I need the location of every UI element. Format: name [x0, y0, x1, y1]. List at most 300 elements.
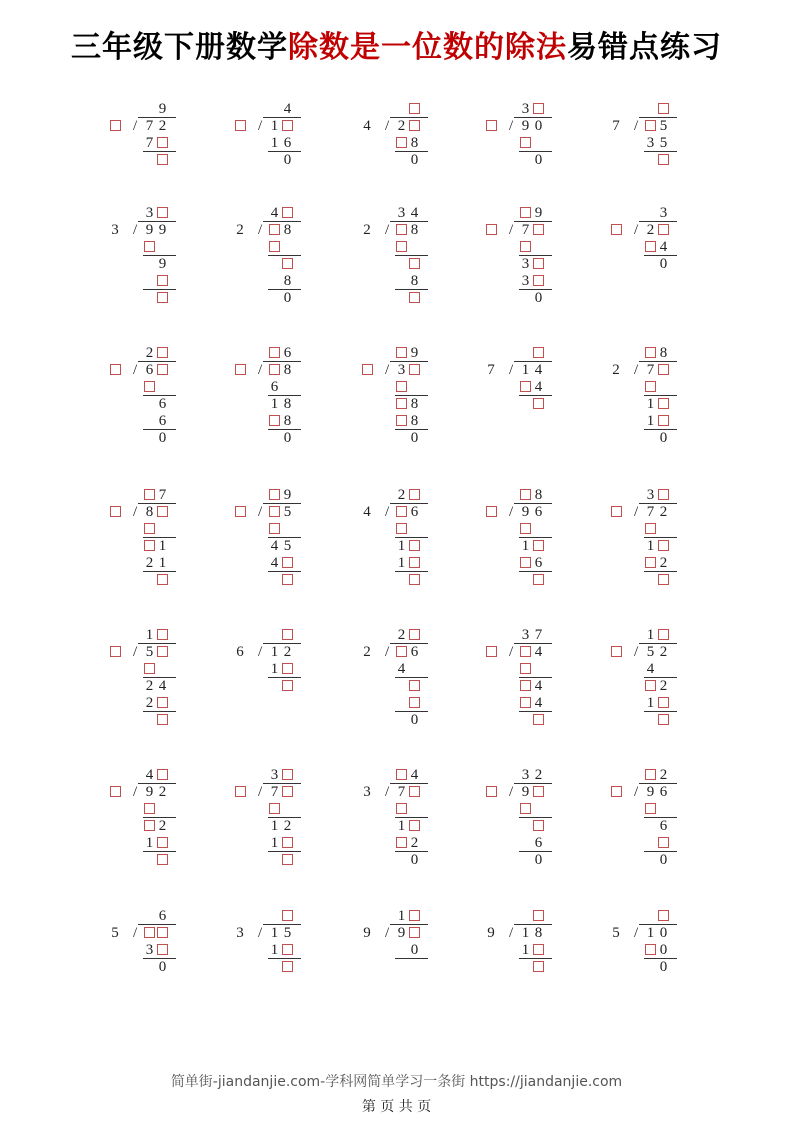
- quotient: [520, 487, 560, 504]
- blank-box[interactable]: [658, 224, 669, 235]
- digit: 2: [659, 767, 668, 783]
- digit: 6: [145, 362, 154, 378]
- blank-box[interactable]: [157, 364, 168, 375]
- blank-box[interactable]: [520, 137, 531, 148]
- division-bracket: /: [509, 222, 514, 238]
- blank-box[interactable]: [611, 646, 622, 657]
- blank-box[interactable]: [282, 961, 293, 972]
- blank-box[interactable]: [409, 540, 420, 551]
- digit: 1: [397, 908, 406, 924]
- footer-page: 第 页 共 页: [361, 1099, 432, 1115]
- blank-box[interactable]: [396, 224, 407, 235]
- blank-box[interactable]: [396, 381, 407, 392]
- digit: 0: [283, 152, 292, 168]
- blank-box[interactable]: [658, 697, 669, 708]
- blank-box[interactable]: [658, 540, 669, 551]
- blank-box[interactable]: [520, 697, 531, 708]
- divisor: 3: [363, 784, 371, 800]
- work-row: [396, 379, 436, 396]
- blank-box[interactable]: [520, 663, 531, 674]
- blank-box[interactable]: [282, 574, 293, 585]
- footer-site: 简单街-jiandanjie.com-学科网简单学习一条街 https://jiandanjie.com: [170, 1074, 623, 1090]
- blank-box[interactable]: [157, 714, 168, 725]
- work-row: [396, 852, 436, 869]
- digit: 3: [521, 273, 530, 289]
- blank-box[interactable]: [486, 646, 497, 657]
- digit: 6: [270, 379, 279, 395]
- blank-box[interactable]: [658, 910, 669, 921]
- blank-box[interactable]: [269, 506, 280, 517]
- blank-box[interactable]: [533, 103, 544, 114]
- blank-box[interactable]: [144, 241, 155, 252]
- work-row: [396, 555, 436, 572]
- blank-box[interactable]: [157, 275, 168, 286]
- digit: 0: [534, 852, 543, 868]
- blank-box[interactable]: [282, 854, 293, 865]
- division-bracket: /: [258, 222, 263, 238]
- blank-box[interactable]: [658, 837, 669, 848]
- digit: 3: [521, 627, 530, 643]
- divisor: 7: [487, 362, 495, 378]
- digit: 8: [283, 362, 292, 378]
- blank-box[interactable]: [520, 646, 531, 657]
- blank-box[interactable]: [144, 803, 155, 814]
- blank-box[interactable]: [409, 927, 420, 938]
- work-row: [645, 430, 685, 447]
- work-row: [269, 538, 309, 555]
- quotient: [144, 345, 184, 362]
- division-bracket: /: [509, 925, 514, 941]
- dividend: [396, 784, 436, 801]
- divisor: [609, 644, 623, 661]
- digit: 0: [534, 290, 543, 306]
- blank-box[interactable]: [486, 120, 497, 131]
- digit: 2: [145, 555, 154, 571]
- blank-box[interactable]: [396, 523, 407, 534]
- blank-box[interactable]: [409, 629, 420, 640]
- division-problem: [233, 345, 373, 475]
- quotient: [396, 627, 436, 644]
- work-row: [144, 379, 184, 396]
- blank-box[interactable]: [658, 154, 669, 165]
- blank-box[interactable]: [486, 224, 497, 235]
- dividend: [269, 504, 309, 521]
- digit: 1: [397, 555, 406, 571]
- quotient: [396, 345, 436, 362]
- blank-box[interactable]: [533, 540, 544, 551]
- blank-box[interactable]: [533, 258, 544, 269]
- blank-box[interactable]: [533, 820, 544, 831]
- blank-box[interactable]: [658, 103, 669, 114]
- blank-box[interactable]: [520, 241, 531, 252]
- work-row: [520, 942, 560, 959]
- digit: 3: [521, 767, 530, 783]
- work-row: [520, 396, 560, 413]
- work-row: [269, 396, 309, 413]
- digit: 7: [646, 362, 655, 378]
- division-problem: [484, 627, 624, 757]
- blank-box[interactable]: [658, 398, 669, 409]
- blank-box[interactable]: [658, 574, 669, 585]
- blank-box[interactable]: [533, 786, 544, 797]
- division-bracket: /: [634, 362, 639, 378]
- work-row: [144, 572, 184, 589]
- blank-box[interactable]: [645, 680, 656, 691]
- blank-box[interactable]: [157, 697, 168, 708]
- digit: 6: [283, 345, 292, 361]
- blank-box[interactable]: [282, 663, 293, 674]
- blank-box[interactable]: [396, 803, 407, 814]
- work-row: [645, 379, 685, 396]
- divisor: 2: [363, 222, 371, 238]
- division-bracket: /: [258, 504, 263, 520]
- blank-box[interactable]: [645, 769, 656, 780]
- digit: 3: [270, 767, 279, 783]
- digit: 1: [270, 835, 279, 851]
- dividend: [520, 644, 560, 661]
- quotient: [269, 487, 309, 504]
- work-row: [396, 572, 436, 589]
- blank-box[interactable]: [396, 398, 407, 409]
- blank-box[interactable]: [533, 347, 544, 358]
- blank-box[interactable]: [645, 347, 656, 358]
- blank-box[interactable]: [269, 347, 280, 358]
- blank-box[interactable]: [269, 364, 280, 375]
- blank-box[interactable]: [645, 120, 656, 131]
- work-row: [396, 135, 436, 152]
- digit: 7: [270, 784, 279, 800]
- blank-box[interactable]: [611, 786, 622, 797]
- quotient: [396, 767, 436, 784]
- blank-box[interactable]: [157, 137, 168, 148]
- blank-box[interactable]: [282, 786, 293, 797]
- blank-box[interactable]: [396, 241, 407, 252]
- digit: 8: [410, 273, 419, 289]
- work-row: [144, 695, 184, 712]
- blank-box[interactable]: [409, 910, 420, 921]
- blank-box[interactable]: [409, 103, 420, 114]
- blank-box[interactable]: [157, 629, 168, 640]
- divisor: 7: [612, 118, 620, 134]
- digit: 8: [410, 396, 419, 412]
- blank-box[interactable]: [645, 241, 656, 252]
- blank-box[interactable]: [533, 275, 544, 286]
- blank-box[interactable]: [282, 769, 293, 780]
- blank-box[interactable]: [144, 381, 155, 392]
- division-bracket: /: [385, 644, 390, 660]
- blank-box[interactable]: [144, 540, 155, 551]
- divisor: [108, 784, 122, 801]
- digit: 6: [158, 413, 167, 429]
- blank-box[interactable]: [235, 364, 246, 375]
- dividend: [520, 504, 560, 521]
- digit: 7: [145, 135, 154, 151]
- division-problem: [108, 345, 248, 475]
- division-problem: [360, 345, 500, 475]
- work-row: [645, 396, 685, 413]
- blank-box[interactable]: [282, 557, 293, 568]
- blank-box[interactable]: [520, 381, 531, 392]
- division-bracket: /: [385, 118, 390, 134]
- digit: 2: [397, 118, 406, 134]
- digit: 1: [646, 925, 655, 941]
- digit: 2: [659, 504, 668, 520]
- blank-box[interactable]: [110, 646, 121, 657]
- divisor: 4: [363, 504, 371, 520]
- blank-box[interactable]: [362, 364, 373, 375]
- quotient: [396, 205, 436, 222]
- blank-box[interactable]: [520, 489, 531, 500]
- digit: 9: [521, 118, 530, 134]
- blank-box[interactable]: [409, 557, 420, 568]
- work-row: [645, 678, 685, 695]
- blank-box[interactable]: [658, 364, 669, 375]
- blank-box[interactable]: [645, 381, 656, 392]
- blank-box[interactable]: [282, 680, 293, 691]
- blank-box[interactable]: [282, 258, 293, 269]
- work-row: [520, 521, 560, 538]
- quotient: [269, 345, 309, 362]
- digit: 2: [145, 345, 154, 361]
- divisor: [609, 504, 623, 521]
- blank-box[interactable]: [235, 506, 246, 517]
- digit: 9: [397, 925, 406, 941]
- blank-box[interactable]: [486, 506, 497, 517]
- division-problem: [108, 205, 248, 335]
- blank-box[interactable]: [409, 820, 420, 831]
- blank-box[interactable]: [157, 347, 168, 358]
- blank-box[interactable]: [235, 120, 246, 131]
- work-row: [520, 801, 560, 818]
- blank-box[interactable]: [235, 786, 246, 797]
- digit: 0: [410, 152, 419, 168]
- quotient: [520, 101, 560, 118]
- divisor: [233, 362, 247, 379]
- blank-box[interactable]: [157, 506, 168, 517]
- blank-box[interactable]: [269, 803, 280, 814]
- work-row: [396, 290, 436, 307]
- digit: 0: [410, 712, 419, 728]
- blank-box[interactable]: [409, 680, 420, 691]
- digit: 1: [145, 835, 154, 851]
- digit: 0: [659, 959, 668, 975]
- work-row: [396, 430, 436, 447]
- blank-box[interactable]: [269, 224, 280, 235]
- blank-box[interactable]: [144, 663, 155, 674]
- blank-box[interactable]: [144, 927, 155, 938]
- work-row: [144, 538, 184, 555]
- blank-box[interactable]: [269, 415, 280, 426]
- blank-box[interactable]: [486, 786, 497, 797]
- digit: 4: [270, 205, 279, 221]
- blank-box[interactable]: [611, 224, 622, 235]
- blank-box[interactable]: [282, 120, 293, 131]
- work-row: [144, 521, 184, 538]
- blank-box[interactable]: [157, 292, 168, 303]
- blank-box[interactable]: [520, 207, 531, 218]
- blank-box[interactable]: [157, 944, 168, 955]
- work-row: [269, 959, 309, 976]
- blank-box[interactable]: [409, 489, 420, 500]
- work-row: [645, 521, 685, 538]
- blank-box[interactable]: [157, 837, 168, 848]
- digit: 8: [283, 273, 292, 289]
- blank-box[interactable]: [409, 292, 420, 303]
- blank-box[interactable]: [409, 786, 420, 797]
- quotient: [645, 345, 685, 362]
- blank-box[interactable]: [144, 523, 155, 534]
- blank-box[interactable]: [110, 786, 121, 797]
- divisor: [484, 222, 498, 239]
- division-bracket: /: [385, 362, 390, 378]
- dividend: [645, 362, 685, 379]
- division-bracket: /: [133, 222, 138, 238]
- digit: 0: [158, 430, 167, 446]
- blank-box[interactable]: [520, 557, 531, 568]
- work-row: [144, 290, 184, 307]
- digit: 6: [659, 818, 668, 834]
- blank-box[interactable]: [282, 944, 293, 955]
- work-row: [269, 678, 309, 695]
- digit: 5: [659, 118, 668, 134]
- dividend: [269, 362, 309, 379]
- work-row: [645, 661, 685, 678]
- blank-box[interactable]: [409, 697, 420, 708]
- dividend: [396, 925, 436, 942]
- blank-box[interactable]: [396, 646, 407, 657]
- title-part-2: 除数是一位数的除法: [288, 30, 567, 65]
- blank-box[interactable]: [533, 714, 544, 725]
- dividend: [520, 222, 560, 239]
- blank-box[interactable]: [396, 137, 407, 148]
- digit: 3: [646, 135, 655, 151]
- work-row: [269, 555, 309, 572]
- blank-box[interactable]: [658, 415, 669, 426]
- digit: 4: [646, 661, 655, 677]
- blank-box[interactable]: [269, 241, 280, 252]
- dividend: [144, 644, 184, 661]
- work-row: [645, 152, 685, 169]
- blank-box[interactable]: [110, 364, 121, 375]
- digit: 4: [270, 555, 279, 571]
- quotient: [645, 205, 685, 222]
- division-bracket: /: [634, 222, 639, 238]
- work-row: [396, 538, 436, 555]
- divisor: [609, 784, 623, 801]
- quotient: [645, 908, 685, 925]
- blank-box[interactable]: [658, 714, 669, 725]
- digit: 2: [534, 767, 543, 783]
- work-row: [645, 852, 685, 869]
- blank-box[interactable]: [157, 769, 168, 780]
- blank-box[interactable]: [409, 364, 420, 375]
- blank-box[interactable]: [645, 803, 656, 814]
- dividend: [645, 222, 685, 239]
- divisor: 3: [236, 925, 244, 941]
- blank-box[interactable]: [282, 910, 293, 921]
- blank-box[interactable]: [658, 489, 669, 500]
- blank-box[interactable]: [396, 837, 407, 848]
- digit: 8: [145, 504, 154, 520]
- blank-box[interactable]: [520, 803, 531, 814]
- divisor: 9: [487, 925, 495, 941]
- blank-box[interactable]: [269, 489, 280, 500]
- blank-box[interactable]: [157, 646, 168, 657]
- blank-box[interactable]: [396, 769, 407, 780]
- blank-box[interactable]: [282, 837, 293, 848]
- blank-box[interactable]: [396, 415, 407, 426]
- blank-box[interactable]: [144, 489, 155, 500]
- division-problem: [360, 205, 500, 335]
- blank-box[interactable]: [533, 574, 544, 585]
- blank-box[interactable]: [157, 154, 168, 165]
- blank-box[interactable]: [533, 398, 544, 409]
- blank-box[interactable]: [409, 120, 420, 131]
- digit: 9: [145, 784, 154, 800]
- blank-box[interactable]: [533, 961, 544, 972]
- blank-box[interactable]: [533, 944, 544, 955]
- blank-box[interactable]: [533, 910, 544, 921]
- dividend: [269, 222, 309, 239]
- quotient: [269, 101, 309, 118]
- blank-box[interactable]: [409, 574, 420, 585]
- digit: 2: [145, 695, 154, 711]
- blank-box[interactable]: [533, 224, 544, 235]
- division-problem: [108, 487, 248, 617]
- work-row: [396, 152, 436, 169]
- quotient: [144, 487, 184, 504]
- title-part-3: 易错点练习: [567, 30, 722, 65]
- digit: 7: [397, 784, 406, 800]
- dividend: [144, 784, 184, 801]
- blank-box[interactable]: [144, 820, 155, 831]
- blank-box[interactable]: [645, 523, 656, 534]
- work-row: [645, 801, 685, 818]
- work-row: [520, 135, 560, 152]
- division-bracket: /: [385, 784, 390, 800]
- blank-box[interactable]: [611, 506, 622, 517]
- blank-box[interactable]: [282, 207, 293, 218]
- blank-box[interactable]: [157, 854, 168, 865]
- division-problem: [233, 767, 373, 897]
- blank-box[interactable]: [269, 523, 280, 534]
- blank-box[interactable]: [157, 574, 168, 585]
- blank-box[interactable]: [645, 557, 656, 568]
- division-problem: [233, 627, 373, 757]
- blank-box[interactable]: [157, 927, 168, 938]
- digit: 0: [659, 925, 668, 941]
- divisor: [360, 362, 374, 379]
- work-row: [144, 413, 184, 430]
- blank-box[interactable]: [282, 629, 293, 640]
- blank-box[interactable]: [396, 347, 407, 358]
- work-row: [269, 521, 309, 538]
- digit: 5: [283, 925, 292, 941]
- digit: 2: [283, 644, 292, 660]
- blank-box[interactable]: [409, 258, 420, 269]
- blank-box[interactable]: [396, 506, 407, 517]
- blank-box[interactable]: [110, 120, 121, 131]
- blank-box[interactable]: [658, 629, 669, 640]
- blank-box[interactable]: [520, 523, 531, 534]
- digit: 4: [270, 538, 279, 554]
- blank-box[interactable]: [645, 944, 656, 955]
- division-problem: [484, 487, 624, 617]
- blank-box[interactable]: [157, 207, 168, 218]
- blank-box[interactable]: [520, 680, 531, 691]
- blank-box[interactable]: [110, 506, 121, 517]
- digit: 0: [659, 942, 668, 958]
